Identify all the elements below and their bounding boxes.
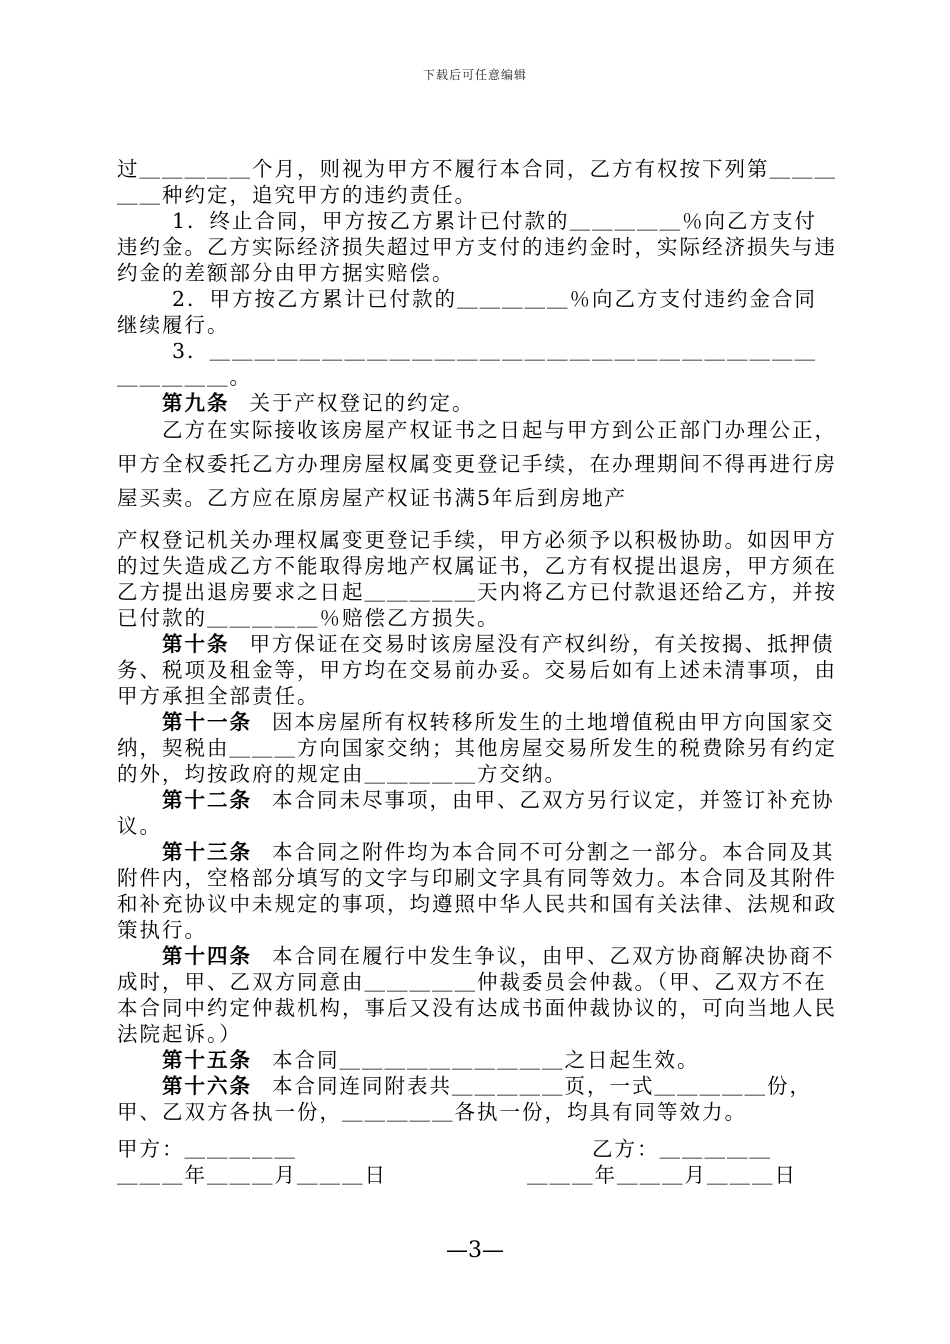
- date-row: [117, 1158, 837, 1188]
- article-14-title: 第十四条: [162, 944, 252, 968]
- article-10: [117, 631, 837, 709]
- article-15: [117, 1047, 837, 1073]
- article-9-body-1: 乙方在实际接收该房屋产权证书之日起与甲方到公正部门办理公正，甲方全权委托乙方办理房屋权属变更登记手续，在办理期间不得再进行房屋买卖。乙方应在原房屋产权证书满5年后到房地产: [117, 418, 837, 510]
- article-9-body-2: 产权登记机关办理权属变更登记手续，甲方必须予以积极协助。如因甲方的过失造成乙方不能取得房地产权属证书，乙方有权提出退房，甲方须在乙方提出退房要求之日起＿＿＿＿＿天内将乙方已付款退还给乙方，并按已付款的＿＿＿＿＿％赔偿乙方损失。: [117, 528, 837, 630]
- article-16-text: 本合同连同附表共＿＿＿＿＿页，一式＿＿＿＿＿份，甲、乙双方各执一份，＿＿＿＿＿各执一份，均具有同等效力。: [117, 1074, 812, 1124]
- article-10-title: 第十条: [162, 632, 230, 656]
- article-11: [117, 709, 837, 787]
- party-b-signature: 乙方：＿＿＿＿＿: [592, 1137, 772, 1161]
- article-16: [117, 1073, 837, 1125]
- article-11-text: 因本房屋所有权转移所发生的土地增值税由甲方向国家交纳，契税由＿＿＿方向国家交纳；其他房屋交易所发生的税费除另有约定的外，均按政府的规定由＿＿＿＿＿方交纳。: [117, 710, 837, 786]
- paragraph-breach-term: 过＿＿＿＿＿个月，则视为甲方不履行本合同，乙方有权按下列第＿＿＿＿＿种约定，追究甲方的违约责任。: [117, 157, 837, 207]
- article-10-text: 甲方保证在交易时该房屋没有产权纠纷，有关按揭、抵押债务、税项及租金等，甲方均在交易前办妥。交易后如有上述未清事项，由甲方承担全部责任。: [117, 632, 837, 708]
- article-12-title: 第十二条: [162, 788, 252, 812]
- paragraph-option-2: 2．甲方按乙方累计已付款的＿＿＿＿＿％向乙方支付违约金合同继续履行。: [117, 287, 818, 337]
- article-12: [117, 787, 837, 839]
- party-a-signature: 甲方：＿＿＿＿＿: [117, 1137, 297, 1161]
- article-13-text: 本合同之附件均为本合同不可分割之一部分。本合同及其附件内，空格部分填写的文字与印刷文字具有同等效力。本合同及其附件和补充协议中未规定的事项，均遵照中华人民共和国有关法律、法规和政策执行。: [117, 840, 837, 942]
- article-13: [117, 839, 837, 943]
- page-header: 下载后可任意编辑: [422, 68, 527, 82]
- paragraph-option-1: 1．终止合同，甲方按乙方累计已付款的＿＿＿＿＿％向乙方支付违约金。乙方实际经济损失超过甲方支付的违约金时，实际经济损失与违约金的差额部分由甲方据实赔偿。: [117, 209, 837, 285]
- article-12-text: 本合同未尽事项，由甲、乙双方另行议定，并签订补充协议。: [117, 788, 835, 838]
- article-9-text: 关于产权登记的约定。: [249, 391, 475, 415]
- paragraph-option-3: 3．＿＿＿＿＿＿＿＿＿＿＿＿＿＿＿＿＿＿＿＿＿＿＿＿＿＿＿＿＿＿＿＿。: [117, 339, 818, 389]
- party-a-date: ＿＿＿年＿＿＿月＿＿＿日: [117, 1163, 387, 1187]
- article-15-title: 第十五条: [162, 1048, 252, 1072]
- article-15-text: 本合同＿＿＿＿＿＿＿＿＿＿之日起生效。: [272, 1048, 700, 1072]
- article-9-title: 第九条: [162, 391, 230, 415]
- article-13-title: 第十三条: [162, 840, 252, 864]
- article-16-title: 第十六条: [162, 1074, 252, 1098]
- page-number: —3—: [446, 1238, 504, 1263]
- article-11-title: 第十一条: [162, 710, 252, 734]
- party-b-date: ＿＿＿年＿＿＿月＿＿＿日: [527, 1163, 797, 1187]
- contract-body: [117, 156, 837, 1125]
- article-14: [117, 943, 837, 1047]
- article-14-text: 本合同在履行中发生争议，由甲、乙双方协商解决协商不成时，甲、乙双方同意由＿＿＿＿＿仲裁委员会仲裁。（甲、乙双方不在本合同中约定仲裁机构，事后又没有达成书面仲裁协议的，可向当地人民法院起诉。）: [117, 944, 837, 1046]
